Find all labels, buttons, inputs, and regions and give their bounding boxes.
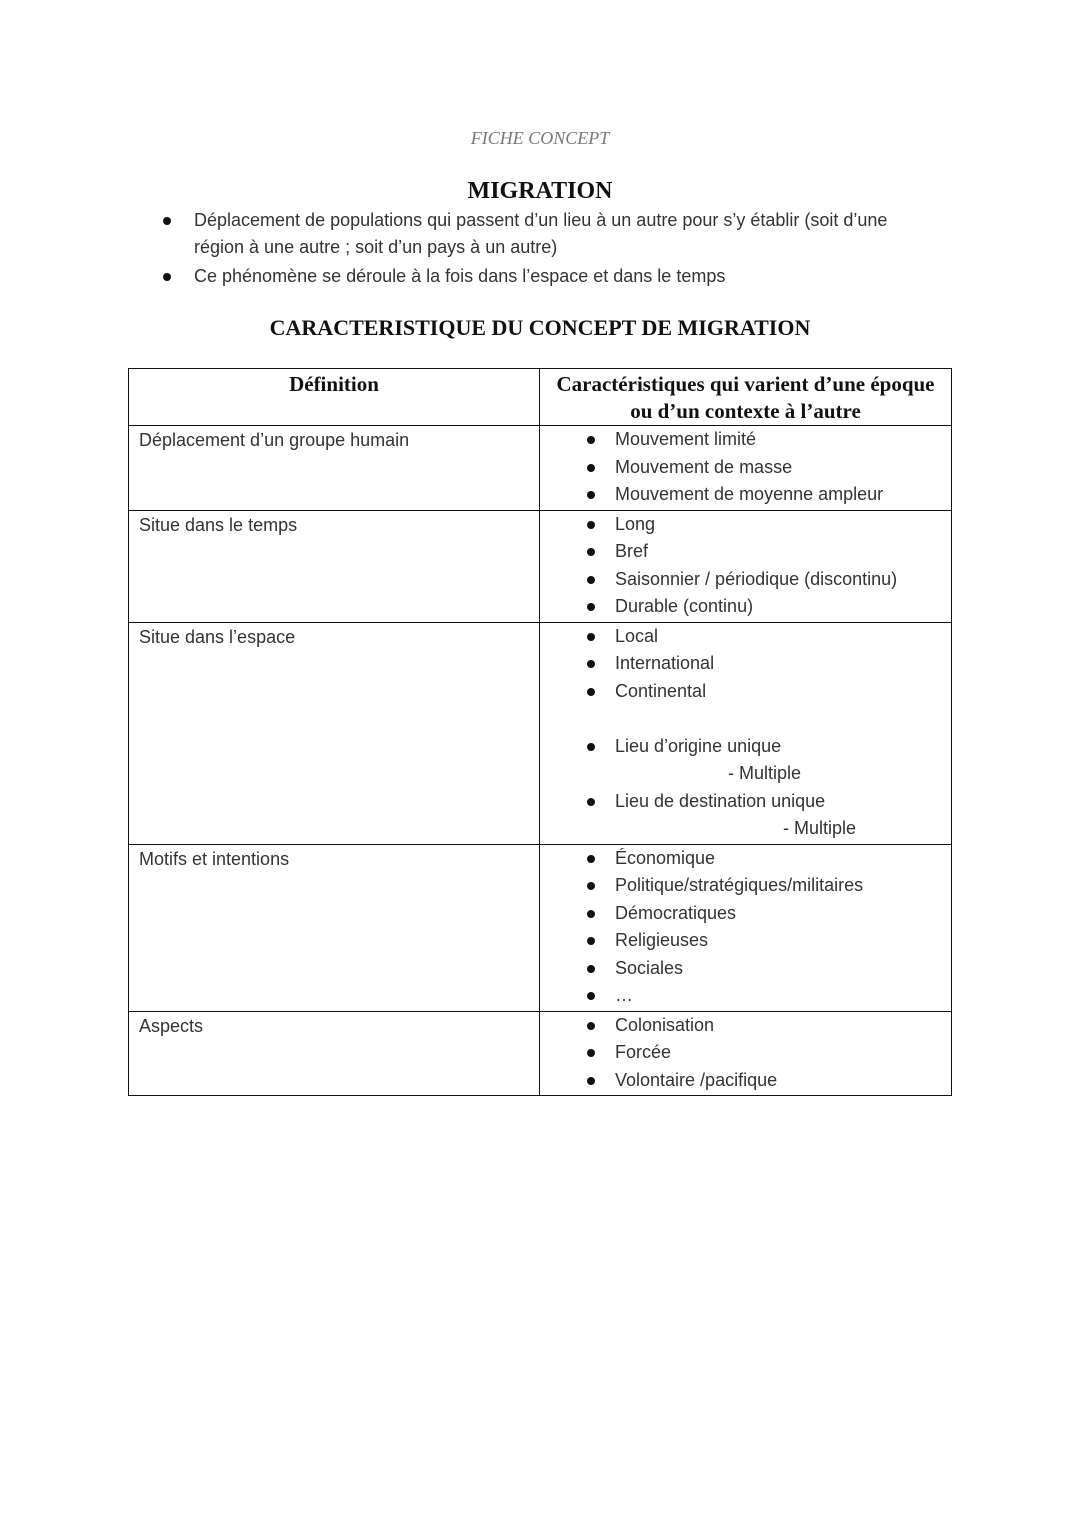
- characteristic-item: Économique: [550, 845, 941, 873]
- characteristic-item: Saisonnier / périodique (discontinu): [550, 566, 941, 594]
- table-header-row: [129, 369, 952, 426]
- table-row: [129, 622, 952, 844]
- characteristic-subitem: - Multiple: [728, 763, 802, 783]
- characteristic-item: …: [550, 982, 941, 1010]
- characteristic-item: Continental: [550, 678, 941, 706]
- table-row: [129, 844, 952, 1011]
- section-title: CARACTERISTIQUE DU CONCEPT DE MIGRATION: [269, 315, 811, 340]
- characteristic-item: Bref: [550, 538, 941, 566]
- definition-cell: Aspects: [129, 1011, 540, 1096]
- characteristic-item: Colonisation: [550, 1012, 941, 1040]
- characteristic-item: Forcée: [550, 1039, 941, 1067]
- column-header-definition: Définition: [129, 369, 540, 426]
- characteristics-cell: [540, 1011, 952, 1096]
- characteristic-item: International: [550, 650, 941, 678]
- characteristics-table: [128, 368, 952, 1096]
- definition-cell: Situe dans l’espace: [129, 622, 540, 844]
- characteristic-item: Mouvement de masse: [550, 454, 941, 482]
- intro-item: Ce phénomène se déroule à la fois dans l’espace et dans le temps: [160, 263, 920, 290]
- characteristics-cell: [540, 426, 952, 511]
- characteristic-item: Démocratiques: [550, 900, 941, 928]
- characteristic-item: Volontaire /pacifique: [550, 1067, 941, 1095]
- table-row: [129, 1011, 952, 1096]
- characteristics-cell: [540, 844, 952, 1011]
- spacer: [550, 705, 941, 733]
- characteristic-item: Local: [550, 623, 941, 651]
- characteristic-item: Politique/stratégiques/militaires: [550, 872, 941, 900]
- characteristic-item: Sociales: [550, 955, 941, 983]
- characteristic-item: Durable (continu): [550, 593, 941, 621]
- characteristic-item: Mouvement limité: [550, 426, 941, 454]
- document-kicker: FICHE CONCEPT: [470, 128, 610, 148]
- definition-cell: Déplacement d’un groupe humain: [129, 426, 540, 511]
- characteristics-list: [550, 426, 941, 509]
- characteristic-item: Lieu d’origine unique: [550, 733, 941, 761]
- characteristics-list: [550, 623, 941, 843]
- column-header-characteristics: Caractéristiques qui varient d’une époque ou d’un contexte à l’autre: [540, 369, 952, 426]
- characteristic-item: Long: [550, 511, 941, 539]
- table-row: [129, 426, 952, 511]
- intro-list: [160, 207, 920, 292]
- characteristics-list: [550, 511, 941, 621]
- definition-cell: Situe dans le temps: [129, 510, 540, 622]
- definition-cell: Motifs et intentions: [129, 844, 540, 1011]
- characteristics-list: [550, 1012, 941, 1095]
- characteristics-list: [550, 845, 941, 1010]
- characteristics-cell: [540, 510, 952, 622]
- characteristic-item: Religieuses: [550, 927, 941, 955]
- intro-item: Déplacement de populations qui passent d’un lieu à un autre pour s’y établir (soit d’une région à une autre ; soit d’un pays à un autre): [160, 207, 920, 261]
- characteristic-item: Lieu de destination unique: [550, 788, 941, 816]
- characteristic-subitem: - Multiple: [783, 818, 857, 838]
- table-row: [129, 510, 952, 622]
- characteristic-item: Mouvement de moyenne ampleur: [550, 481, 941, 509]
- page-title: MIGRATION: [467, 178, 613, 204]
- characteristics-cell: [540, 622, 952, 844]
